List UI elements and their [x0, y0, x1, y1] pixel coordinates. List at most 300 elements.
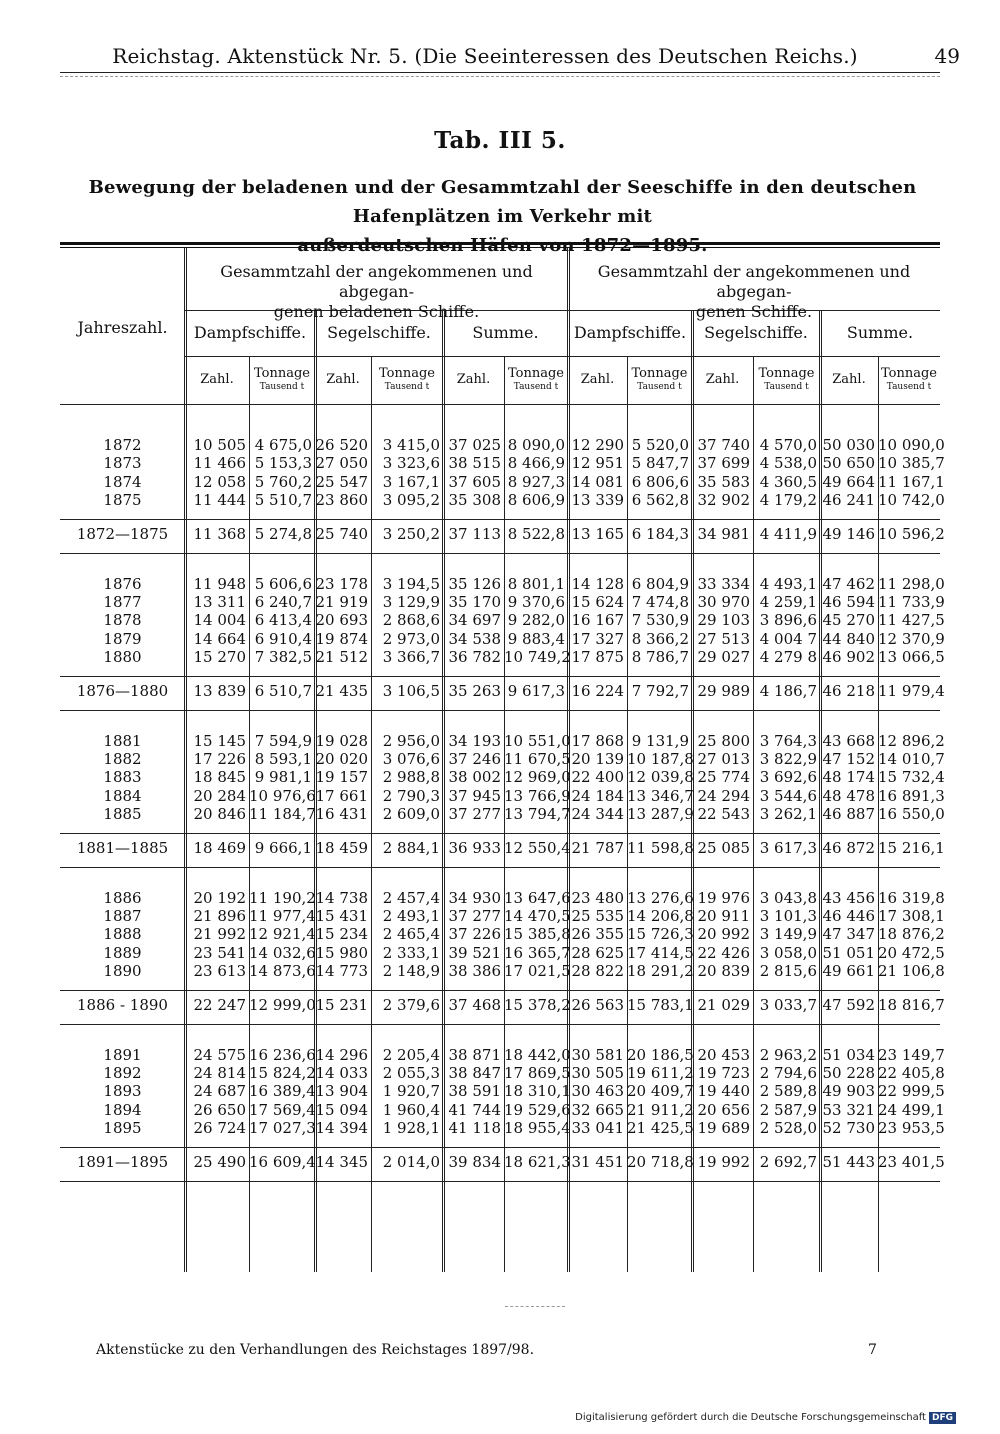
summary-row	[60, 524, 945, 543]
value-cell: 30 505	[571, 1064, 624, 1082]
value-cell: 12 370,9	[878, 629, 945, 648]
value-cell: 22 400	[571, 768, 624, 787]
value-cell: 2 148,9	[382, 962, 440, 981]
value-cell: 24 499,1	[878, 1100, 945, 1119]
value-cell: 15 094	[315, 1100, 368, 1119]
value-cell: 37 468	[448, 995, 501, 1014]
value-cell: 46 872	[822, 838, 875, 857]
value-cell: 4 538,0	[759, 454, 817, 473]
value-cell: 15 824,2	[249, 1064, 316, 1082]
value-cell: 6 806,6	[631, 472, 689, 491]
year-cell: 1889	[103, 943, 142, 962]
header-rule-sub	[185, 356, 940, 357]
value-cell: 7 474,8	[631, 593, 689, 611]
value-cell: 15 234	[315, 925, 368, 944]
value-cell: 16 431	[315, 805, 368, 824]
year-cell: 1880	[103, 648, 142, 667]
value-cell: 9 131,9	[631, 731, 689, 750]
value-cell: 37 113	[448, 524, 501, 543]
value-cell: 17 875	[571, 648, 624, 667]
value-cell: 11 368	[193, 524, 246, 543]
value-cell: 13 339	[571, 491, 624, 510]
value-cell: 3 167,1	[382, 472, 440, 491]
value-cell: 2 963,2	[759, 1045, 817, 1064]
value-cell: 35 308	[448, 491, 501, 510]
year-cell: 1891	[103, 1045, 142, 1064]
value-cell: 7 382,5	[254, 648, 312, 667]
value-cell: 37 740	[697, 436, 750, 454]
value-cell: 2 205,4	[382, 1045, 440, 1064]
value-cell: 34 930	[448, 888, 501, 907]
value-cell: 16 365,7	[504, 943, 571, 962]
digitization-text: Digitalisierung gefördert durch die Deutsche Forschungsgemeinschaft	[575, 1412, 926, 1423]
value-cell: 3 415,0	[382, 436, 440, 454]
year-cell: 1888	[103, 925, 142, 944]
value-cell: 38 871	[448, 1045, 501, 1064]
value-cell: 21 919	[315, 593, 368, 611]
value-cell: 20 453	[697, 1045, 750, 1064]
year-cell: 1873	[103, 454, 142, 473]
value-cell: 37 246	[448, 750, 501, 768]
value-cell: 25 535	[571, 907, 624, 925]
value-cell: 22 999,5	[878, 1082, 945, 1101]
value-cell: 43 456	[822, 888, 875, 907]
value-cell: 17 569,4	[249, 1100, 316, 1119]
value-cell: 11 444	[193, 491, 246, 510]
value-cell: 47 462	[822, 574, 875, 593]
value-cell: 9 617,3	[507, 681, 565, 700]
value-cell: 26 724	[193, 1119, 246, 1138]
col-header-count: Zahl.	[326, 372, 360, 387]
value-cell: 5 520,0	[631, 436, 689, 454]
value-cell: 3 262,1	[759, 805, 817, 824]
value-cell: 49 664	[822, 472, 875, 491]
value-cell: 3 692,6	[759, 768, 817, 787]
value-cell: 15 783,1	[627, 995, 694, 1014]
value-cell: 23 613	[193, 962, 246, 981]
table-row	[60, 750, 945, 768]
value-cell: 9 282,0	[507, 611, 565, 630]
sub-header-steam: Dampfschiffe.	[193, 323, 307, 342]
value-cell: 48 478	[822, 786, 875, 805]
value-cell: 20 656	[697, 1100, 750, 1119]
value-cell: 9 883,4	[507, 629, 565, 648]
value-cell: 15 732,4	[878, 768, 945, 787]
value-cell: 8 090,0	[507, 436, 565, 454]
value-cell: 11 979,4	[878, 681, 945, 700]
value-cell: 34 193	[448, 731, 501, 750]
value-cell: 15 216,1	[878, 838, 945, 857]
value-cell: 4 259,1	[759, 593, 817, 611]
table-row	[60, 786, 945, 805]
year-column-header: Jahreszahl.	[77, 318, 168, 337]
value-cell: 44 840	[822, 629, 875, 648]
value-cell: 50 650	[822, 454, 875, 473]
table-row	[60, 962, 945, 981]
value-cell: 19 689	[697, 1119, 750, 1138]
value-cell: 33 041	[571, 1119, 624, 1138]
table-row	[60, 629, 945, 648]
value-cell: 13 647,6	[504, 888, 571, 907]
value-cell: 20 992	[697, 925, 750, 944]
value-cell: 11 298,0	[878, 574, 945, 593]
value-cell: 18 310,1	[504, 1082, 571, 1101]
value-cell: 25 800	[697, 731, 750, 750]
value-cell: 46 594	[822, 593, 875, 611]
value-cell: 13 766,9	[504, 786, 571, 805]
block-rule-bottom	[60, 1024, 940, 1025]
value-cell: 2 988,8	[382, 768, 440, 787]
sub-header-sail: Segelschiffe.	[704, 323, 808, 342]
value-cell: 20 139	[571, 750, 624, 768]
value-cell: 4 186,7	[759, 681, 817, 700]
value-cell: 11 184,7	[249, 805, 316, 824]
col-header-tonnage: Tonnage Tausend t	[254, 366, 310, 392]
value-cell: 11 466	[193, 454, 246, 473]
value-cell: 2 457,4	[382, 888, 440, 907]
value-cell: 5 606,6	[254, 574, 312, 593]
value-cell: 15 980	[315, 943, 368, 962]
value-cell: 12 921,4	[249, 925, 316, 944]
value-cell: 23 178	[315, 574, 368, 593]
value-cell: 13 276,6	[627, 888, 694, 907]
value-cell: 25 774	[697, 768, 750, 787]
col-header-count: Zahl.	[832, 372, 866, 387]
table-row	[60, 907, 945, 925]
block-rule-bottom	[60, 1181, 940, 1182]
value-cell: 51 051	[822, 943, 875, 962]
value-cell: 2 815,6	[759, 962, 817, 981]
value-cell: 17 308,1	[878, 907, 945, 925]
value-cell: 3 544,6	[759, 786, 817, 805]
value-cell: 2 956,0	[382, 731, 440, 750]
value-cell: 24 687	[193, 1082, 246, 1101]
value-cell: 19 723	[697, 1064, 750, 1082]
table-row	[60, 1064, 945, 1082]
value-cell: 21 896	[193, 907, 246, 925]
value-cell: 10 749,2	[504, 648, 571, 667]
summary-row	[60, 1152, 945, 1171]
value-cell: 17 414,5	[627, 943, 694, 962]
value-cell: 14 394	[315, 1119, 368, 1138]
value-cell: 45 270	[822, 611, 875, 630]
table-row	[60, 1082, 945, 1101]
value-cell: 12 999,0	[249, 995, 316, 1014]
value-cell: 18 469	[193, 838, 246, 857]
summary-row	[60, 995, 945, 1014]
value-cell: 38 515	[448, 454, 501, 473]
value-cell: 38 386	[448, 962, 501, 981]
value-cell: 24 184	[571, 786, 624, 805]
col-header-count: Zahl.	[705, 372, 740, 387]
value-cell: 14 010,7	[878, 750, 945, 768]
block-rule-bottom	[60, 710, 940, 711]
value-cell: 8 522,8	[507, 524, 565, 543]
value-cell: 3 366,7	[382, 648, 440, 667]
footer-publication: Aktenstücke zu den Verhandlungen des Reichstages 1897/98.	[96, 1342, 535, 1358]
value-cell: 4 675,0	[254, 436, 312, 454]
value-cell: 1 960,4	[382, 1100, 440, 1119]
value-cell: 24 575	[193, 1045, 246, 1064]
value-cell: 15 378,2	[504, 995, 571, 1014]
value-cell: 3 764,3	[759, 731, 817, 750]
value-cell: 12 951	[571, 454, 624, 473]
value-cell: 10 090,0	[878, 436, 945, 454]
value-cell: 2 609,0	[382, 805, 440, 824]
value-cell: 14 206,8	[627, 907, 694, 925]
value-cell: 20 472,5	[878, 943, 945, 962]
subtitle-line-1: Bewegung der beladenen und der Gesammtzahl der Seeschiffe in den deutschen Hafenplätzen im Verkehr mit	[88, 177, 917, 227]
value-cell: 36 933	[448, 838, 501, 857]
value-cell: 35 126	[448, 574, 501, 593]
value-cell: 37 277	[448, 907, 501, 925]
value-cell: 3 822,9	[759, 750, 817, 768]
value-cell: 20 192	[193, 888, 246, 907]
sub-header-steam: Dampfschiffe.	[573, 323, 687, 342]
table-title: Tab. III 5.	[434, 127, 566, 154]
value-cell: 4 179,2	[759, 491, 817, 510]
value-cell: 49 661	[822, 962, 875, 981]
value-cell: 19 157	[315, 768, 368, 787]
value-cell: 8 801,1	[507, 574, 565, 593]
value-cell: 14 081	[571, 472, 624, 491]
value-cell: 22 543	[697, 805, 750, 824]
year-cell: 1893	[103, 1082, 142, 1101]
value-cell: 52 730	[822, 1119, 875, 1138]
value-cell: 14 470,5	[504, 907, 571, 925]
value-cell: 38 847	[448, 1064, 501, 1082]
subtitle-line-2: außerdeutschen Häfen von 1872—1895.	[297, 235, 708, 256]
value-cell: 2 794,6	[759, 1064, 817, 1082]
value-cell: 5 760,2	[254, 472, 312, 491]
value-cell: 8 466,9	[507, 454, 565, 473]
value-cell: 12 058	[193, 472, 246, 491]
value-cell: 6 240,7	[254, 593, 312, 611]
value-cell: 6 184,3	[631, 524, 689, 543]
col-header-tonnage: Tonnage Tausend t	[881, 366, 937, 392]
value-cell: 8 927,3	[507, 472, 565, 491]
value-cell: 32 665	[571, 1100, 624, 1119]
value-cell: 14 345	[315, 1152, 368, 1171]
value-cell: 24 294	[697, 786, 750, 805]
value-cell: 34 981	[697, 524, 750, 543]
value-cell: 48 174	[822, 768, 875, 787]
value-cell: 3 250,2	[382, 524, 440, 543]
digitization-note	[575, 1412, 956, 1424]
year-cell: 1872—1875	[76, 524, 169, 543]
value-cell: 38 591	[448, 1082, 501, 1101]
table-row	[60, 768, 945, 787]
year-cell: 1885	[103, 805, 142, 824]
value-cell: 39 521	[448, 943, 501, 962]
col-header-tonnage: Tonnage Tausend t	[631, 366, 688, 392]
value-cell: 19 992	[697, 1152, 750, 1171]
value-cell: 25 547	[315, 472, 368, 491]
value-cell: 34 697	[448, 611, 501, 630]
value-cell: 4 004 7	[759, 629, 817, 648]
value-cell: 2 055,3	[382, 1064, 440, 1082]
value-cell: 50 030	[822, 436, 875, 454]
value-cell: 28 822	[571, 962, 624, 981]
year-cell: 1881	[103, 731, 142, 750]
value-cell: 5 847,7	[631, 454, 689, 473]
value-cell: 23 149,7	[878, 1045, 945, 1064]
summary-row	[60, 681, 945, 700]
year-cell: 1879	[103, 629, 142, 648]
value-cell: 16 167	[571, 611, 624, 630]
block-rule-bottom	[60, 553, 940, 554]
value-cell: 20 718,8	[627, 1152, 694, 1171]
value-cell: 43 668	[822, 731, 875, 750]
value-cell: 21 992	[193, 925, 246, 944]
value-cell: 10 385,7	[878, 454, 945, 473]
value-cell: 46 887	[822, 805, 875, 824]
value-cell: 16 319,8	[878, 888, 945, 907]
table-row	[60, 731, 945, 750]
value-cell: 30 970	[697, 593, 750, 611]
value-cell: 7 792,7	[631, 681, 689, 700]
value-cell: 14 773	[315, 962, 368, 981]
block-rule-bottom	[60, 867, 940, 868]
value-cell: 16 236,6	[249, 1045, 316, 1064]
col-header-tonnage: Tonnage Tausend t	[508, 366, 564, 392]
running-head-title: Reichstag. Aktenstück Nr. 5. (Die Seeinteressen des Deutschen Reichs.)	[112, 44, 858, 68]
value-cell: 15 624	[571, 593, 624, 611]
value-cell: 8 606,9	[507, 491, 565, 510]
value-cell: 20 846	[193, 805, 246, 824]
value-cell: 20 839	[697, 962, 750, 981]
value-cell: 15 270	[193, 648, 246, 667]
value-cell: 3 033,7	[759, 995, 817, 1014]
value-cell: 1 928,1	[382, 1119, 440, 1138]
value-cell: 26 355	[571, 925, 624, 944]
year-cell: 1894	[103, 1100, 142, 1119]
value-cell: 6 804,9	[631, 574, 689, 593]
value-cell: 23 401,5	[878, 1152, 945, 1171]
value-cell: 12 550,4	[504, 838, 571, 857]
value-cell: 35 263	[448, 681, 501, 700]
value-cell: 10 505	[193, 436, 246, 454]
value-cell: 53 321	[822, 1100, 875, 1119]
value-cell: 20 693	[315, 611, 368, 630]
value-cell: 20 186,5	[627, 1045, 694, 1064]
value-cell: 25 085	[697, 838, 750, 857]
value-cell: 6 413,4	[254, 611, 312, 630]
value-cell: 2 973,0	[382, 629, 440, 648]
value-cell: 13 346,7	[627, 786, 694, 805]
value-cell: 21 787	[571, 838, 624, 857]
value-cell: 46 446	[822, 907, 875, 925]
value-cell: 35 170	[448, 593, 501, 611]
value-cell: 39 834	[448, 1152, 501, 1171]
value-cell: 5 274,8	[254, 524, 312, 543]
value-cell: 36 782	[448, 648, 501, 667]
sub-header-sum: Summe.	[472, 323, 539, 342]
year-cell: 1878	[103, 611, 142, 630]
value-cell: 27 013	[697, 750, 750, 768]
value-cell: 19 440	[697, 1082, 750, 1101]
year-cell: 1877	[103, 593, 142, 611]
value-cell: 17 869,5	[504, 1064, 571, 1082]
value-cell: 14 032,6	[249, 943, 316, 962]
value-cell: 46 902	[822, 648, 875, 667]
value-cell: 19 529,6	[504, 1100, 571, 1119]
table-row	[60, 436, 945, 454]
value-cell: 21 435	[315, 681, 368, 700]
table-row	[60, 574, 945, 593]
table-row	[60, 1119, 945, 1138]
value-cell: 14 296	[315, 1045, 368, 1064]
value-cell: 22 426	[697, 943, 750, 962]
block-rule-top	[60, 1147, 940, 1148]
value-cell: 37 226	[448, 925, 501, 944]
value-cell: 33 334	[697, 574, 750, 593]
table-row	[60, 611, 945, 630]
value-cell: 23 541	[193, 943, 246, 962]
value-cell: 14 738	[315, 888, 368, 907]
block-rule-top	[60, 519, 940, 520]
value-cell: 21 425,5	[627, 1119, 694, 1138]
value-cell: 46 241	[822, 491, 875, 510]
year-cell: 1887	[103, 907, 142, 925]
value-cell: 23 953,5	[878, 1119, 945, 1138]
value-cell: 2 868,6	[382, 611, 440, 630]
value-cell: 13 311	[193, 593, 246, 611]
value-cell: 30 463	[571, 1082, 624, 1101]
year-cell: 1890	[103, 962, 142, 981]
value-cell: 22 405,8	[878, 1064, 945, 1082]
value-cell: 17 868	[571, 731, 624, 750]
value-cell: 29 027	[697, 648, 750, 667]
value-cell: 2 587,9	[759, 1100, 817, 1119]
value-cell: 3 323,6	[382, 454, 440, 473]
table-row	[60, 454, 945, 473]
table-row	[60, 593, 945, 611]
value-cell: 25 490	[193, 1152, 246, 1171]
value-cell: 21 029	[697, 995, 750, 1014]
value-cell: 24 344	[571, 805, 624, 824]
value-cell: 12 969,0	[504, 768, 571, 787]
year-cell: 1886 - 1890	[77, 995, 168, 1014]
year-cell: 1891—1895	[76, 1152, 169, 1171]
value-cell: 21 512	[315, 648, 368, 667]
col-header-count: Zahl.	[456, 372, 491, 387]
footer-sheet-number: 7	[868, 1342, 877, 1358]
value-cell: 22 247	[193, 995, 246, 1014]
header-rule-bottom	[60, 404, 940, 405]
value-cell: 3 194,5	[382, 574, 440, 593]
sub-header-sum: Summe.	[846, 323, 914, 342]
value-cell: 18 291,2	[627, 962, 694, 981]
value-cell: 4 279 8	[759, 648, 817, 667]
value-cell: 3 095,2	[382, 491, 440, 510]
value-cell: 18 442,0	[504, 1045, 571, 1064]
value-cell: 8 366,2	[631, 629, 689, 648]
value-cell: 3 076,6	[382, 750, 440, 768]
year-cell: 1884	[103, 786, 142, 805]
value-cell: 51 443	[822, 1152, 875, 1171]
value-cell: 5 153,3	[254, 454, 312, 473]
value-cell: 3 058,0	[759, 943, 817, 962]
table-row	[60, 888, 945, 907]
value-cell: 37 277	[448, 805, 501, 824]
value-cell: 2 379,6	[382, 995, 440, 1014]
value-cell: 12 896,2	[878, 731, 945, 750]
value-cell: 13 287,9	[627, 805, 694, 824]
value-cell: 20 020	[315, 750, 368, 768]
value-cell: 3 101,3	[759, 907, 817, 925]
value-cell: 19 028	[315, 731, 368, 750]
